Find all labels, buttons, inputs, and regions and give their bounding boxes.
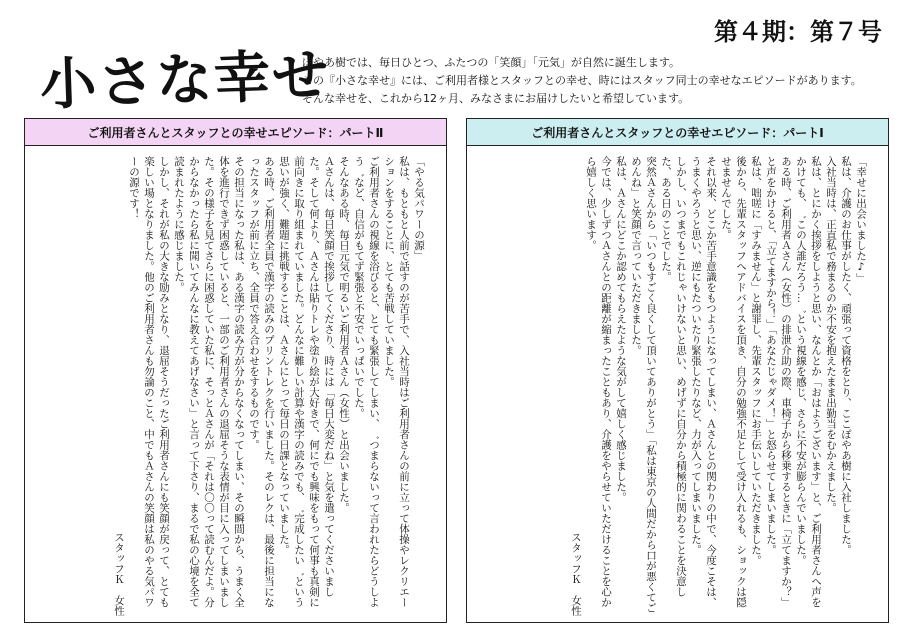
paragraph: 私は、もともと人前で話すのが苦手で、入社当時はご利用者さんの前に立って体操やレクリエーションをすることに、とても苦戦していました。: [383, 156, 410, 608]
paragraph: それ以来、どこか苦手意識をもつようになってしまい、Ａさんとの関わりの中で、今度こそは、うまくやろうと思い、逆にもたついたり緊張したりなど、力が入ってしまいました。: [690, 156, 717, 608]
paragraph: 今では、少しずつＡさんとの距離が縮まったこともあり、介護をやらせていただけることを心から嬉しく思います。: [585, 156, 612, 608]
paragraph: ある時、ご利用者Ａさん（女性）の排泄介助の際、車椅子から移乗するときに「立てますか？」と声をかけると、「立てますから！」「あなたじゃダメ！」と怒らせてしまいました。: [765, 156, 792, 608]
signature: スタッフＫ 女性: [570, 532, 582, 616]
paragraph: 私は、介護のお仕事がしたく、頑張って資格をとり、ここぽやあ樹に入社しました。: [840, 156, 852, 555]
paragraph: 私は、咄嗟に「すみません」と謝罪し、先輩スタッフにお手伝いしていただきました。: [750, 156, 762, 566]
episode-subtitle: 「やる気パワーの源」: [413, 156, 425, 261]
paragraph: その担当になった私は、ある漢字の読み方が分からなくなってしまい、その瞬間から、うまく全体を進行できず困惑していると、一部のご利用者さんの退屈そうな表情が目に入ってしまいました。その様子を見てさらに困惑していた私に、そっとＡさんが「それは〇〇って読むんだよ。分からなかったら私に聞いてみんなに教えてあげなさい」と言って下さり、まるで私の心境を全て読まれたように感じました。: [173, 156, 245, 608]
intro-text: [302, 54, 862, 108]
paragraph: 入社当時は、正直私で務まるのか不安を抱えたまま出勤当をむかえました。: [825, 156, 837, 513]
intro-line: そんな幸せを、これから12ヶ月、みなさまにお届けしたいと希望しています。: [302, 92, 690, 105]
episode-panel-part2: [24, 118, 447, 623]
signature: スタッフＫ 女性: [113, 532, 125, 616]
episode-subtitle: 「幸せに出会いました♪」: [855, 156, 867, 284]
paragraph: ある時、ご利用者全員で漢字の読みのプリントレクを行いました。そのレクは、最後に担当になったスタッフが前に立ち、全員で答え合わせをするものです。: [248, 156, 275, 608]
paragraph: しかし、いつまでもこれじゃいけないと思い、めげずに自分から積極的に関わることを決意した、ある日のことでした。: [660, 156, 687, 597]
paragraph: Ａさんは、毎日笑顔で挨拶してくださり、時には「毎日大変だね」と気を遣ってくださいました。そして何より、Ａさんは貼りトレや塗り絵が大好きで、何にでも興味をもって何事も真剣に前向きに取り組まれていました。どんなに難しい計算や漢字の読みでも、゛完成したい゛という思いが強く、難題に挑戦することは、Ａさんにとって毎日の日課となっていました。: [278, 156, 335, 608]
episode-text: [481, 156, 874, 616]
panel-title: ご利用者さんとスタッフとの幸せエピソード：パートⅠ: [467, 119, 888, 146]
issue-number: 第４期：第７号: [714, 18, 882, 46]
panel-title: ご利用者さんとスタッフとの幸せエピソード：パートⅡ: [25, 119, 446, 146]
paragraph: そんなある時、毎日元気で明るいご利用者Ａさん（女性）と出会いました。: [338, 156, 350, 513]
episode-text: [39, 156, 432, 616]
paragraph: ご利用者さんの視線を浴びると、とても緊張してしまい、゛つまらないって言われたらどうしよう゛など、自信がもてず緊張と不安でいっぱいでした。: [353, 156, 380, 608]
paragraph: 突然Ａさんから「いつもすごく良くして頂いてありがとう」「私は東京の人間だから口が悪くてごめんね」と笑顔で言っていただきました。: [630, 156, 657, 613]
episode-panel-part1: [466, 118, 889, 623]
intro-line: この『小さな幸せ』には、ご利用者様とスタッフとの幸せ、時にはスタッフ同士の幸せなエピソードがあります。: [302, 74, 862, 87]
paragraph: しかし、それが私の大きな励みとなり、退屈そうだったご利用者さんにも笑顔が戻って、とても楽しい場となりました。他のご利用者さんも勿論のこと、中でもＡさんの笑顔は私のやる気パワーの源です！: [128, 156, 170, 608]
intro-line: ぽやあ樹では、毎日ひとつ、ふたつの「笑顔」「元気」が自然に誕生します。: [302, 56, 680, 69]
newsletter-logo: 小さな幸せ: [39, 42, 332, 119]
paragraph: 私は、Ａさんにどこか認めてもらえたような気がして嬉しく感じました。: [615, 156, 627, 503]
paragraph: 後から、先輩スタッフへアドバイスを頂き、自分の勉強不足として受け入れるも、ショックは隠せませんでした。: [720, 156, 747, 608]
paragraph: 私は、とにかく挨拶をしようと思い、なんとか「おはようございます」と、ご利用者さんへ声をかけても、゛この人誰だろう…゛という視線を感じ、さらに不安が膨らんでいました。: [795, 156, 822, 608]
